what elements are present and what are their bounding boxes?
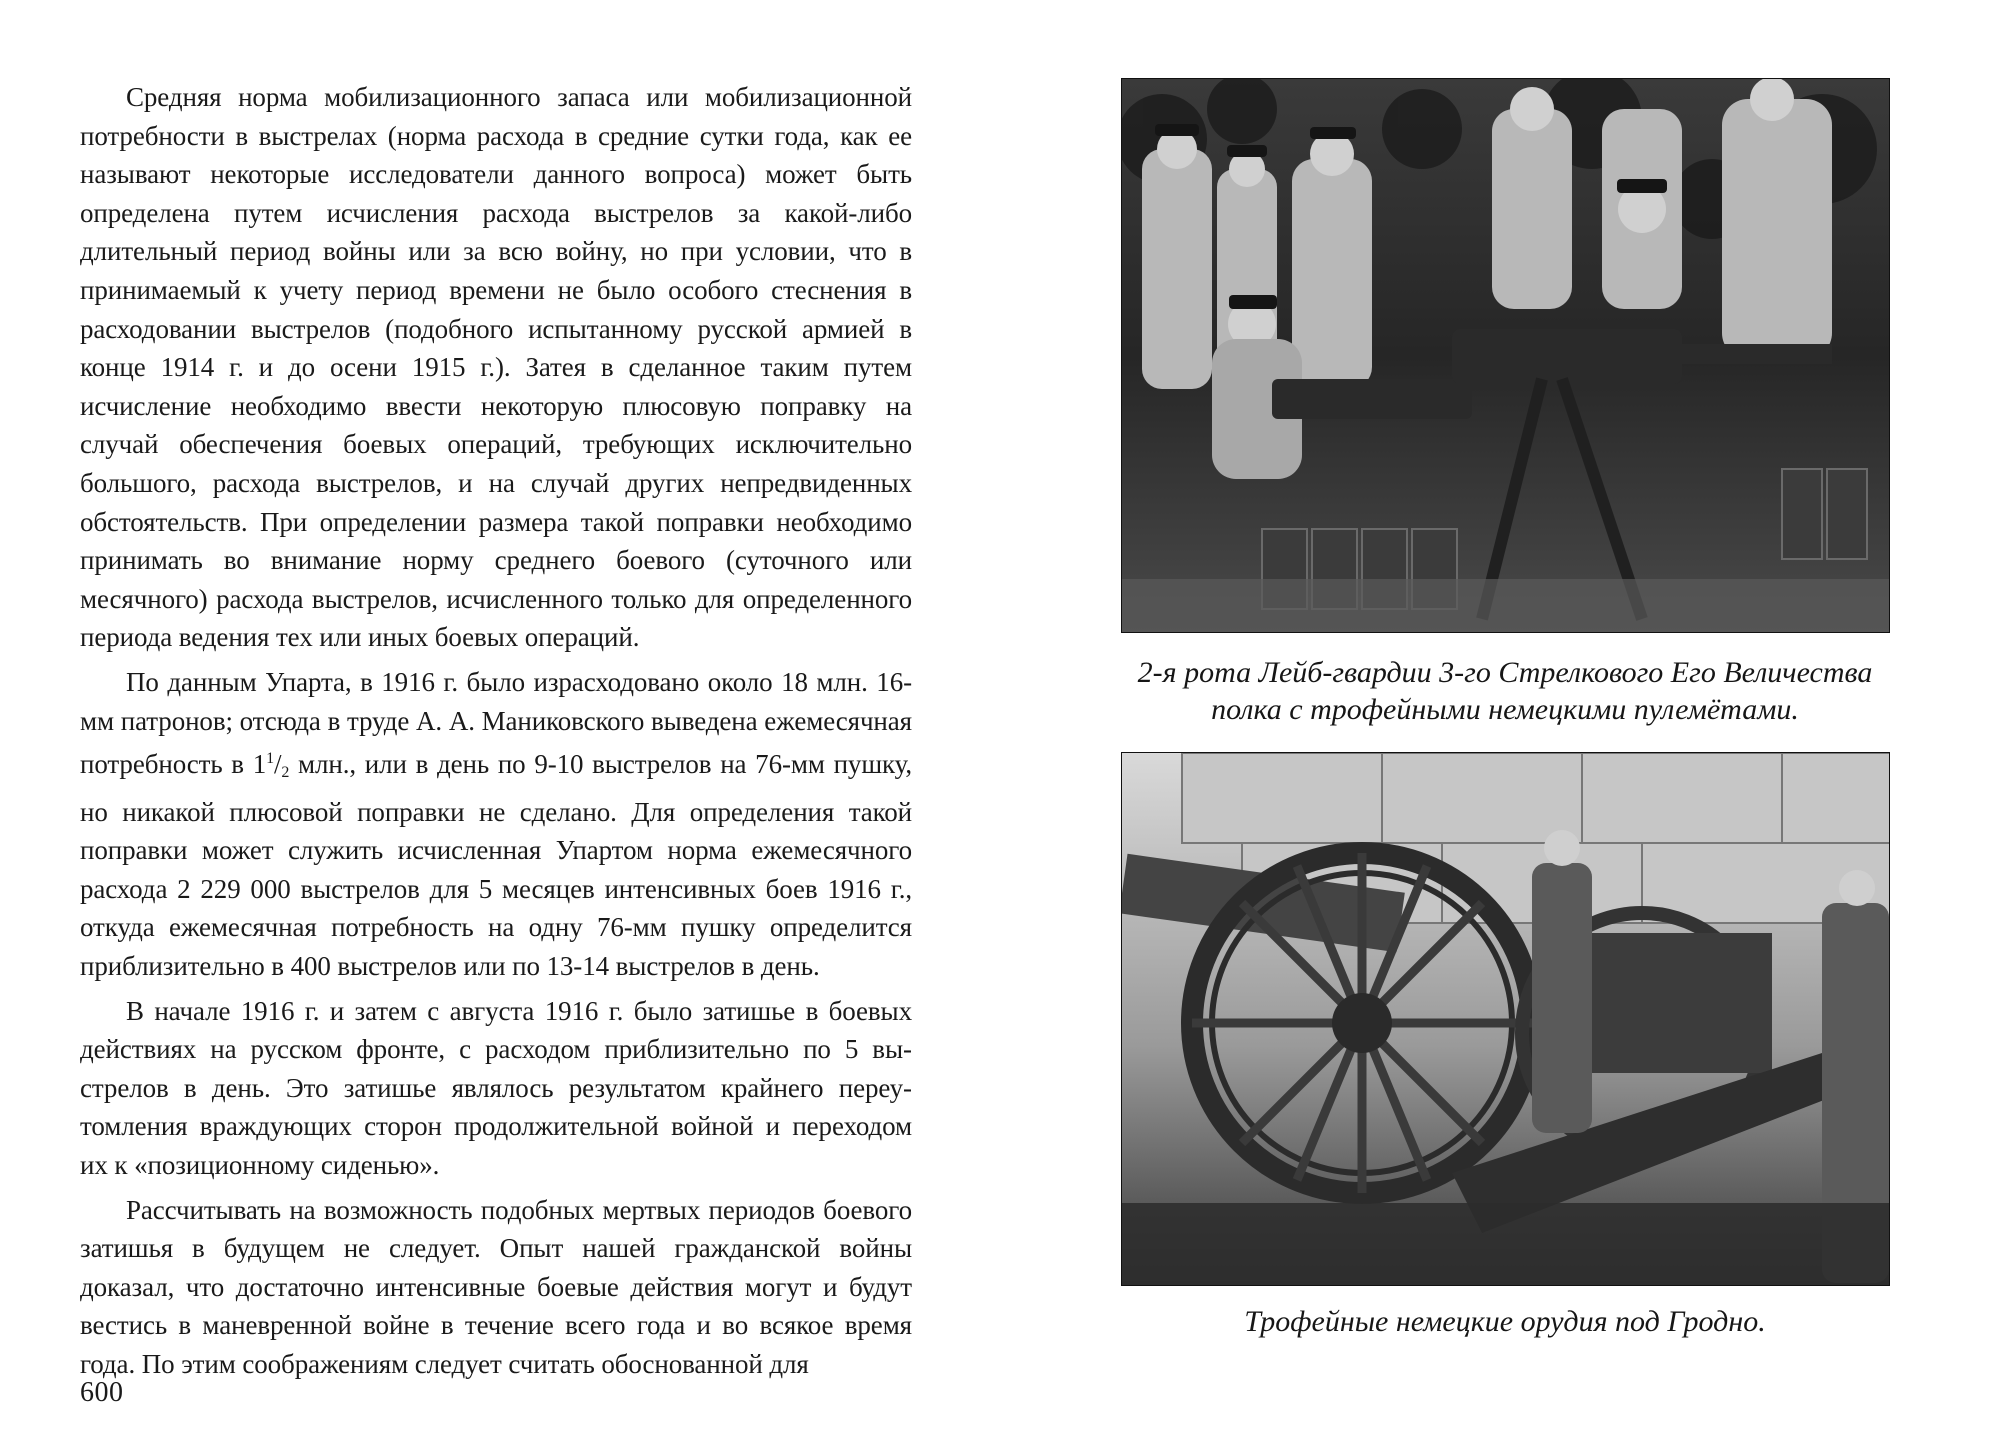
left-page-text bbox=[80, 78, 912, 1388]
fraction-numerator: 1 bbox=[266, 750, 274, 768]
paragraph-3: В начале 1916 г. и затем с августа 1916 г. было затишье в боевых действиях на русском фронте, с расходом приблизительно по 5 выстрелов в день. Это затишье являлось результатом крайнего переутомления враждующих сторон продолжительной войной и переходом их к «позиционному сиденью». bbox=[80, 995, 912, 1181]
photo-1-caption: 2-я рота Лейб-гвардии 3-го Стрелкового Его Величества полка с трофейными немецкими пулемётами. bbox=[1137, 656, 1873, 726]
photo-captured-artillery bbox=[1121, 752, 1890, 1286]
photo-2-caption: Трофейные немецкие орудия под Гродно. bbox=[1244, 1305, 1766, 1338]
paragraph-2 bbox=[80, 663, 912, 986]
paragraph-1: Средняя норма мобилизационного запаса или мобилизационной потребности в выстрелах (норма расхода в средние сутки года, как ее называют некоторые исследователи данного вопроса) может быть определена путем исчисления расхода выстрелов за какой-либо длительный период войны или за всю войну, но при условии, что в принимаемый к учету период времени не было особого стеснения в расходовании выстрелов (подобного испытанному русской армией в конце 1914 г. и до осени 1915 г.). Затея в сделанное таким путем исчисление необходимо ввести некоторую плюсовую поправку на случай обеспечения боевых операций, требующих исключительно большого, расхода выстрелов, и на случай других непредвиденных обстоятельств. При определении размера такой поправки необходимо принимать во внимание норму среднего боевого (суточного или месячного) расхода выстрелов, исчисленного только для определенного периода ведения тех или иных боевых операций. bbox=[80, 82, 912, 653]
photo-soldiers-machine-guns bbox=[1121, 78, 1890, 633]
paragraph-4: Рассчитывать на возможность подобных мертвых периодов боевого затишья в будущем не следует. Опыт нашей гражданской войны доказал, что достаточно интенсивные боевые действия могут и будут вестись в маневренной войне в течение всего года и во всякое время года. По этим соображениям следует считать обоснованной для bbox=[80, 1194, 912, 1379]
fraction-one-half: $^1/_2$ bbox=[266, 749, 290, 782]
paragraph-2-text-b: млн., или в день по 9-10 выстрелов на 76-мм пушку, но никакой плюсовой поправки не сделано. Для определения такой поправки может служить исчисленная Упартом норма ежемесячного расхода 2 229 000 выстрелов для 5 месяцев интенсивных боев 1916 г., откуда ежемесячная потребность на одну 76-мм пушку определится приблизительно в 400 выстрелов или по 13-14 выстрелов в день. bbox=[80, 749, 912, 982]
paragraph-2-text-a: По данным Упарта, в 1916 г. было израсходовано около 18 млн. 16-мм патронов; отсюда в труде А. А. Маниковского выведена ежемесячная потребность в 1 bbox=[80, 666, 912, 780]
photo-1-image bbox=[1122, 79, 1889, 632]
page-number: 600 bbox=[80, 1377, 124, 1408]
photo-2-image bbox=[1122, 753, 1889, 1285]
fraction-denominator: 2 bbox=[281, 764, 290, 782]
